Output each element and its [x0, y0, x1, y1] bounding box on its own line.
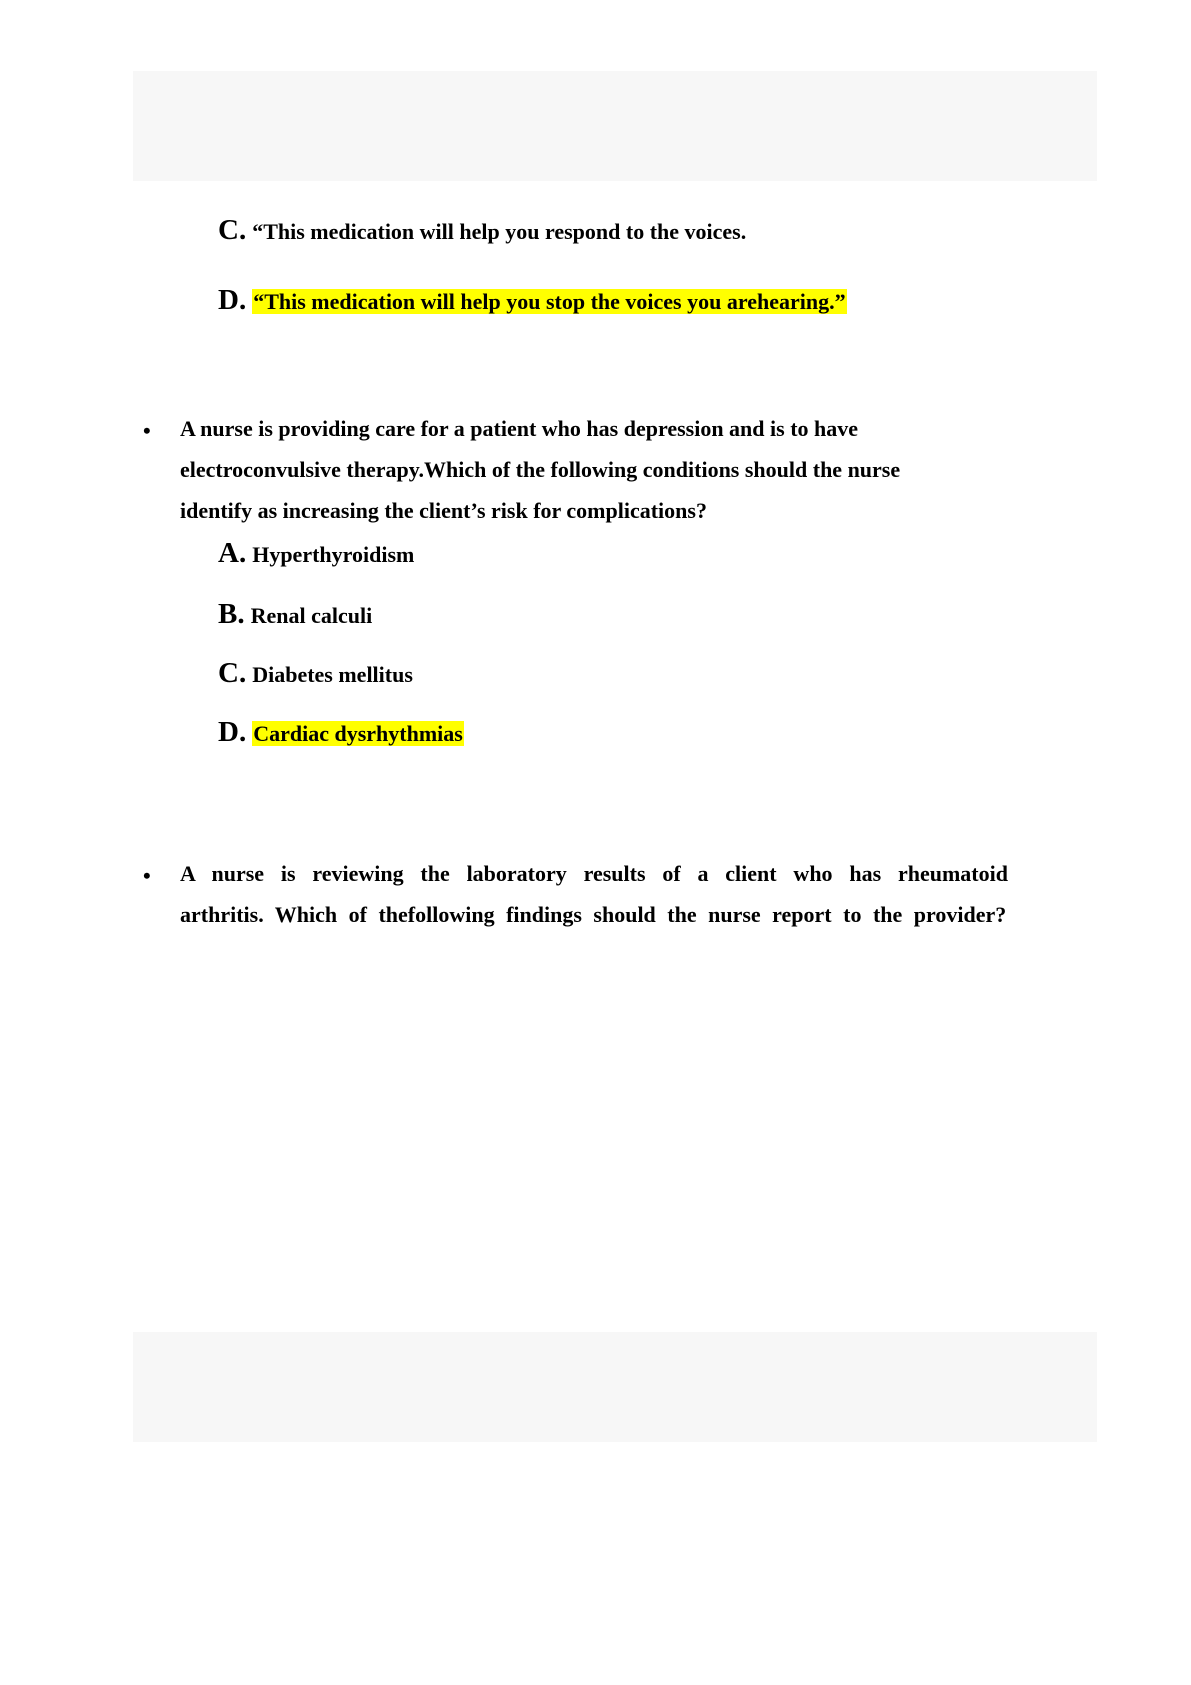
option-c — [218, 659, 413, 689]
option-text-highlighted: Cardiac dysrhythmias — [253, 721, 463, 746]
bullet: • — [143, 863, 151, 888]
option-c-prev — [218, 216, 746, 246]
option-letter: D. — [218, 284, 247, 316]
option-text-highlighted: “This medication will help you stop the voices you arehearing.” — [253, 289, 846, 314]
page-header-band — [133, 71, 1097, 181]
option-text: “This medication will help you respond to the voices. — [252, 219, 747, 244]
option-d-prev — [218, 286, 847, 316]
option-letter: B. — [218, 598, 245, 630]
bullet: • — [143, 418, 151, 443]
option-a — [218, 539, 414, 569]
option-text: Hyperthyroidism — [252, 542, 415, 567]
option-letter: C. — [218, 657, 247, 689]
option-letter: A. — [218, 537, 247, 569]
question-text: A nurse is reviewing the laboratory results of a client who has rheumatoid arthritis. Which of thefollowing findings should the nurse report to the provider? — [180, 861, 1008, 927]
option-letter: C. — [218, 214, 247, 246]
option-d — [218, 718, 464, 748]
option-b — [218, 600, 372, 630]
option-text: Diabetes mellitus — [252, 662, 413, 687]
question-text: A nurse is providing care for a patient who has depression and is to have electroconvulsive therapy.Which of the following conditions should the nurse identify as increasing the client’s risk for complications? — [180, 416, 901, 523]
option-text: Renal calculi — [250, 603, 373, 628]
option-letter: D. — [218, 716, 247, 748]
page-footer-band — [133, 1332, 1097, 1442]
